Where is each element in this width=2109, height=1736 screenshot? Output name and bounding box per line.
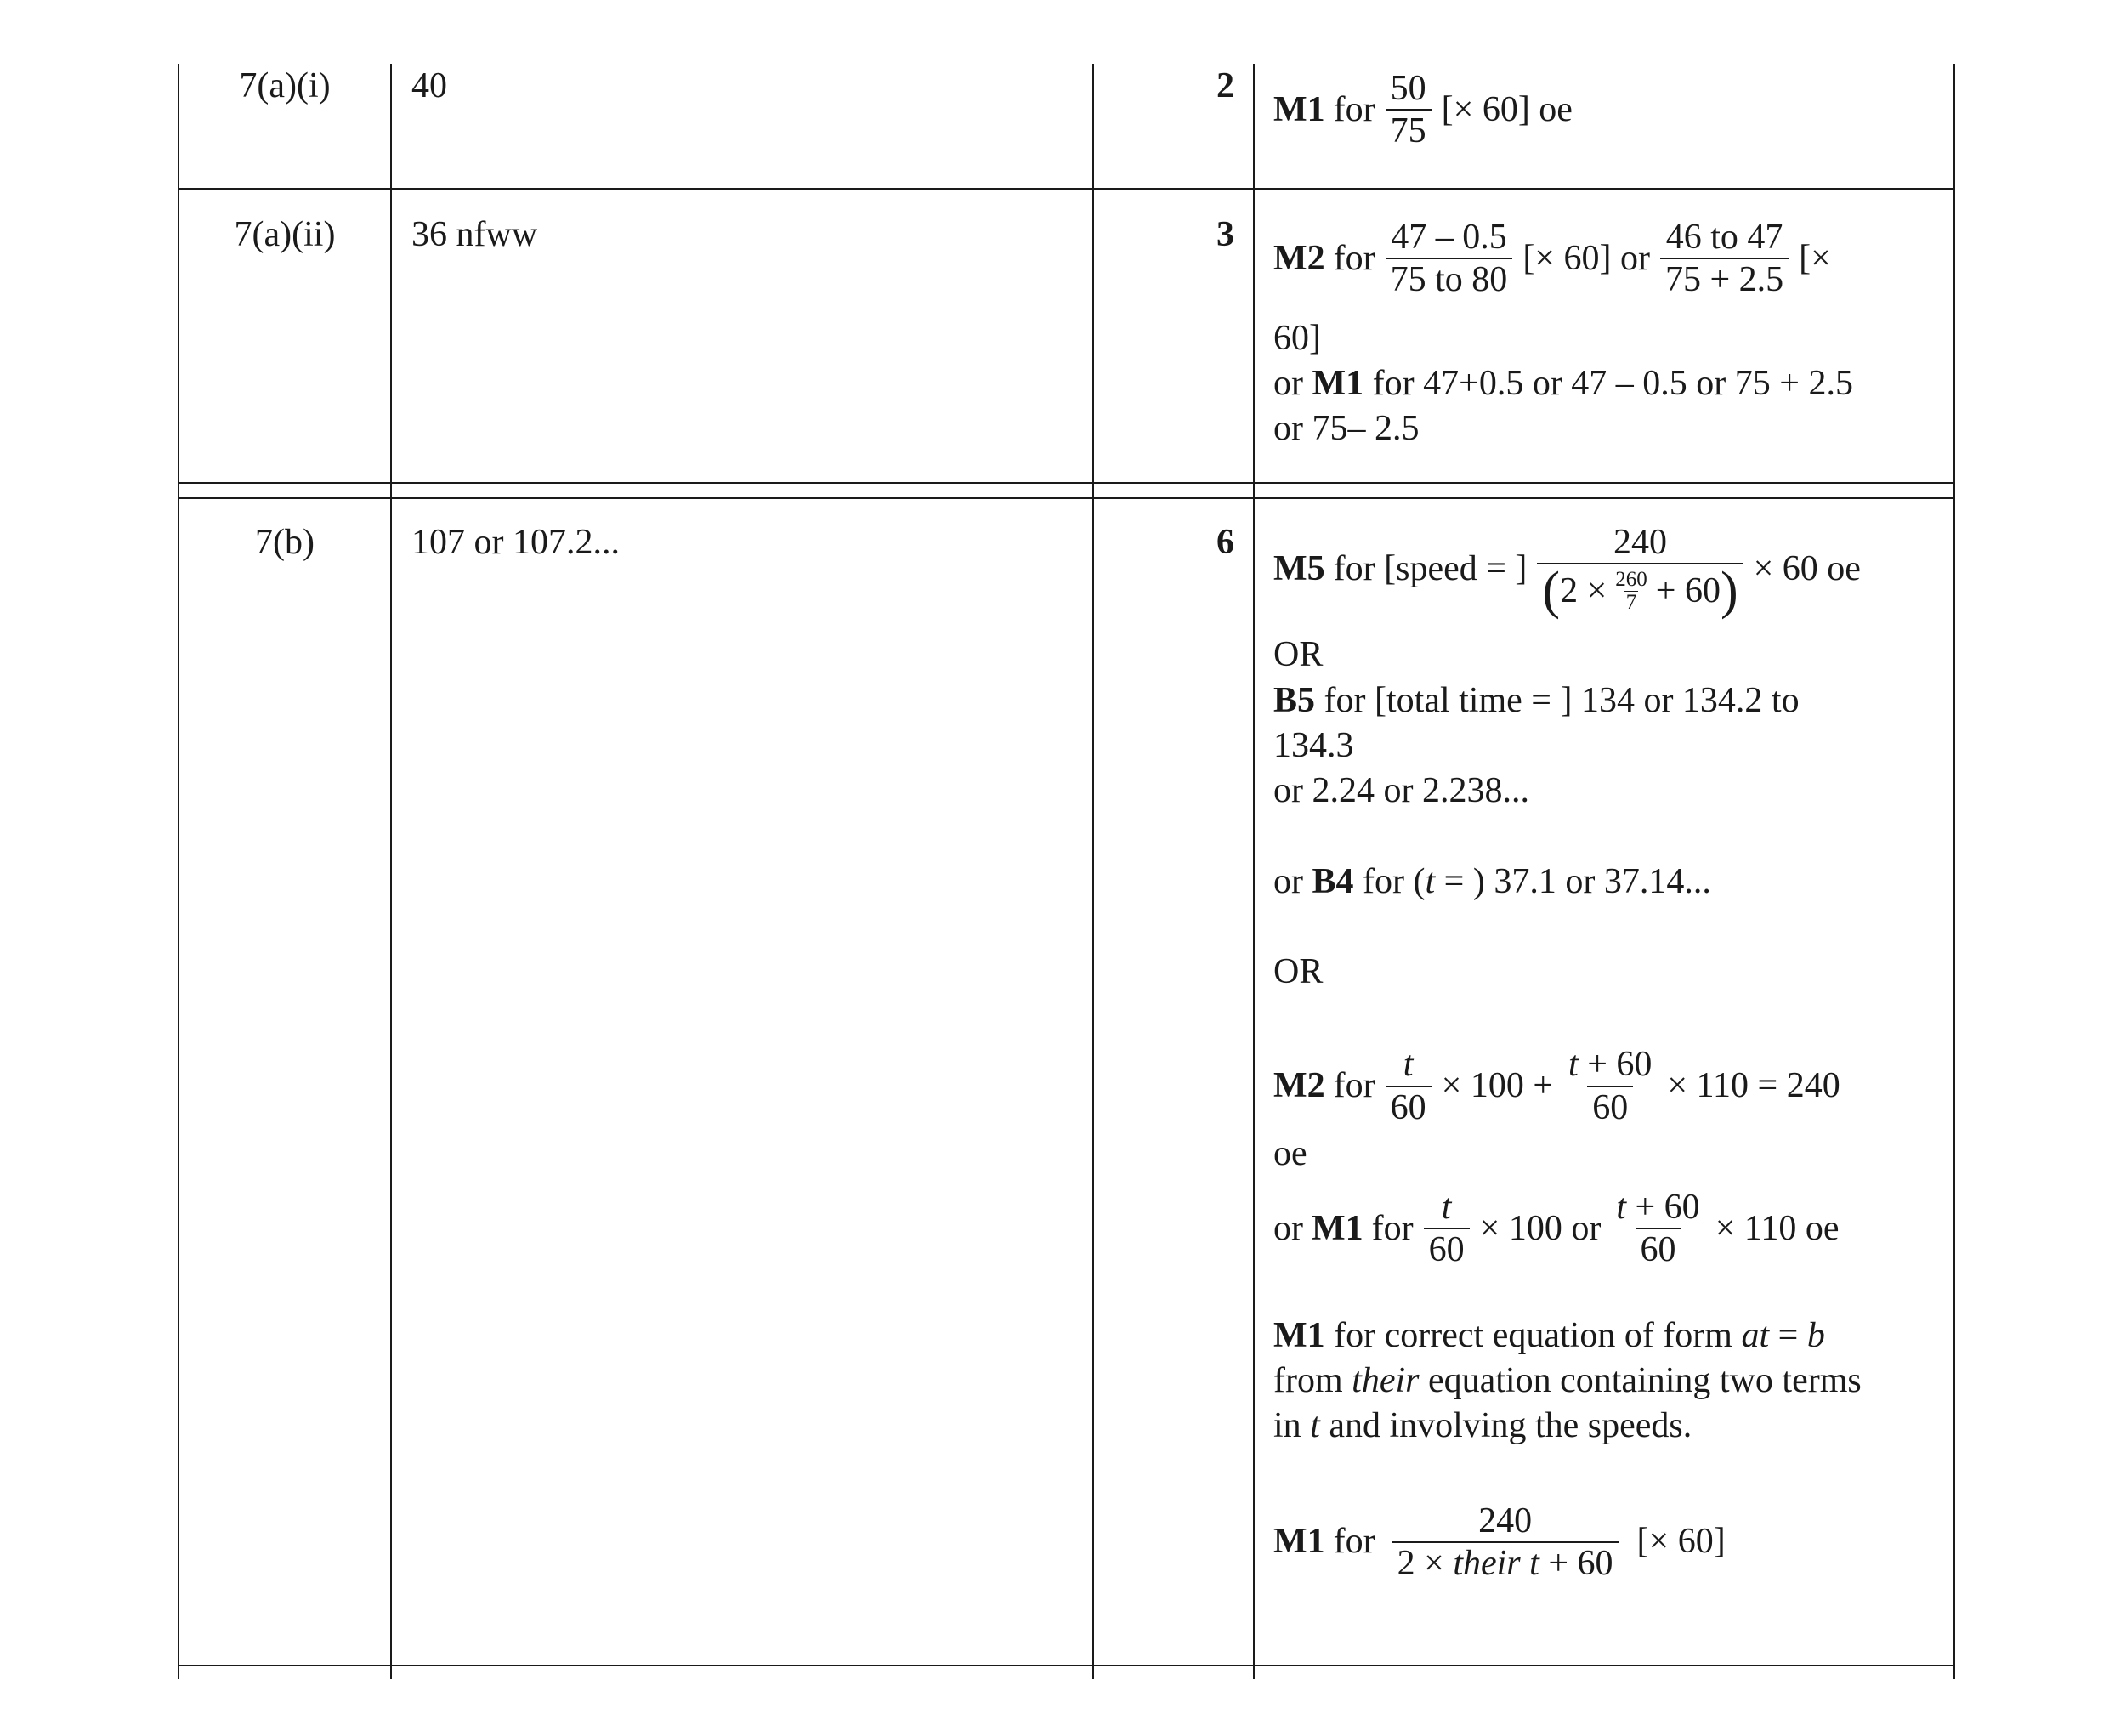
text: [× <box>1799 238 1831 278</box>
guidance-paragraph-m1b <box>1273 1313 1945 1450</box>
denominator: 60 <box>1424 1228 1470 1270</box>
text: for [total time = ] 134 or 134.2 to <box>1324 680 1800 720</box>
text: [× 60] or <box>1522 238 1650 278</box>
text: for <box>1333 1522 1375 1562</box>
mark-label: M5 <box>1273 549 1325 589</box>
mark-label: M1 <box>1273 1315 1325 1355</box>
numerator: 50 <box>1390 69 1426 108</box>
mark-label: M2 <box>1273 1065 1325 1105</box>
row-separator-2a <box>178 482 1955 484</box>
mark-label: M2 <box>1273 238 1325 278</box>
text: equation containing two terms <box>1419 1361 1862 1401</box>
text: for <box>1333 238 1375 278</box>
left-paren: ( <box>1542 562 1561 621</box>
text: or <box>1273 363 1303 403</box>
denominator: 75 to 80 <box>1386 258 1513 300</box>
row-separator-3 <box>178 1665 1955 1666</box>
guidance-line-b4 <box>1273 859 1945 905</box>
variable: b <box>1806 1315 1825 1355</box>
mark-label: B4 <box>1312 861 1354 901</box>
text: oe <box>1273 1133 1307 1173</box>
guidance-line-b5 <box>1273 678 1945 723</box>
numerator: 260 <box>1615 567 1647 591</box>
numerator <box>1611 1187 1704 1228</box>
variable: t <box>1568 1045 1579 1085</box>
guidance-7aii <box>1273 217 1853 452</box>
denominator <box>1392 1541 1619 1584</box>
guidance-line-m1c <box>1273 1501 1945 1585</box>
denominator <box>1537 562 1743 621</box>
text: + 60 <box>1655 571 1721 611</box>
column-divider-1 <box>390 64 392 1679</box>
mark-label: B5 <box>1273 680 1316 720</box>
variable: at <box>1741 1315 1770 1355</box>
fraction <box>1386 217 1513 301</box>
table-border-left <box>178 64 179 1679</box>
fraction <box>1386 1044 1432 1128</box>
text: in <box>1273 1406 1311 1446</box>
text: for <box>1371 1208 1414 1248</box>
guidance-line <box>1273 1313 1945 1359</box>
answer: 36 nfww <box>411 215 538 254</box>
guidance-7b <box>1273 522 1945 1584</box>
text: × 110 oe <box>1715 1208 1840 1248</box>
guidance-line <box>1273 217 1853 301</box>
mark-label: M1 <box>1273 89 1325 129</box>
text: 134.3 <box>1273 725 1354 765</box>
text: 2 × <box>1397 1544 1454 1584</box>
text: 60] <box>1273 318 1321 358</box>
numerator: 46 to 47 <box>1665 218 1783 257</box>
text: × 100 or <box>1479 1208 1602 1248</box>
text: for 47+0.5 or 47 – 0.5 or 75 + 2.5 <box>1372 363 1853 403</box>
numerator: t <box>1441 1188 1452 1228</box>
text: for correct equation of form <box>1334 1315 1742 1355</box>
text: OR <box>1273 951 1324 991</box>
row-separator-2b <box>178 497 1955 499</box>
guidance-line <box>1273 1359 1945 1404</box>
mark-label: M1 <box>1312 1208 1363 1248</box>
mark-label: M1 <box>1273 1522 1325 1562</box>
fraction <box>1386 68 1432 152</box>
variable: t <box>1425 861 1436 901</box>
table-border-right <box>1953 64 1955 1679</box>
answer: 40 <box>411 66 447 105</box>
question-number: 7(a)(i) <box>239 66 331 105</box>
denominator: 7 <box>1625 590 1637 614</box>
text: × 110 = 240 <box>1667 1065 1840 1105</box>
column-divider-2 <box>1092 64 1094 1679</box>
numerator: 47 – 0.5 <box>1391 218 1507 257</box>
numerator: 240 <box>1478 1501 1533 1540</box>
text: or 75– 2.5 <box>1273 409 1420 449</box>
fraction <box>1563 1044 1657 1128</box>
denominator: 60 <box>1386 1086 1432 1128</box>
denominator: 75 + 2.5 <box>1660 258 1789 300</box>
marks: 2 <box>1216 66 1234 105</box>
answer: 107 or 107.2... <box>411 523 620 562</box>
emphasis: their <box>1352 1361 1420 1401</box>
numerator <box>1563 1044 1657 1085</box>
text: for ( <box>1363 861 1426 901</box>
column-divider-3 <box>1253 64 1255 1679</box>
denominator: 60 <box>1587 1086 1633 1128</box>
text: or 2.24 or 2.238... <box>1273 771 1529 811</box>
guidance-line-m2 <box>1273 1044 1945 1128</box>
row-separator-1 <box>178 188 1955 190</box>
fraction <box>1660 217 1789 301</box>
small-fraction <box>1610 569 1653 615</box>
text: and involving the speeds. <box>1319 1406 1692 1446</box>
emphasis: their <box>1453 1544 1521 1584</box>
denominator: 75 <box>1386 109 1432 151</box>
text: + 60 <box>1539 1544 1613 1584</box>
variable: t <box>1310 1406 1320 1446</box>
fraction <box>1611 1187 1704 1271</box>
marks: 6 <box>1216 523 1234 562</box>
variable: t <box>1520 1544 1539 1584</box>
text: = ) 37.1 or 37.14... <box>1435 861 1711 901</box>
fraction <box>1424 1187 1470 1271</box>
text: × 100 + <box>1441 1065 1554 1105</box>
text: [× 60] oe <box>1441 89 1573 129</box>
text: or <box>1273 861 1303 901</box>
guidance-line <box>1273 68 1573 152</box>
numerator: 240 <box>1613 523 1668 562</box>
text: from <box>1273 1361 1352 1401</box>
fraction <box>1537 522 1743 621</box>
text: [× 60] <box>1636 1522 1726 1562</box>
guidance-line-m5 <box>1273 522 1945 621</box>
fraction <box>1392 1501 1619 1585</box>
denominator: 60 <box>1636 1228 1681 1270</box>
guidance-line <box>1273 361 1853 406</box>
mark-label: M1 <box>1312 363 1364 403</box>
text: for <box>1333 89 1375 129</box>
text: for <box>1333 1065 1375 1105</box>
marks: 3 <box>1216 215 1234 254</box>
text: or <box>1273 1208 1303 1248</box>
question-number: 7(a)(ii) <box>234 215 336 254</box>
variable: t <box>1616 1188 1626 1228</box>
text: + 60 <box>1626 1188 1700 1228</box>
guidance-7ai <box>1273 68 1573 152</box>
text: × 60 oe <box>1753 549 1861 589</box>
guidance-line-m1a <box>1273 1187 1945 1271</box>
text: OR <box>1273 635 1324 675</box>
text: 2 × <box>1560 571 1607 611</box>
text: + 60 <box>1578 1045 1653 1085</box>
text: = <box>1769 1315 1807 1355</box>
right-paren: ) <box>1720 562 1738 621</box>
text: for [speed = ] <box>1333 549 1528 589</box>
guidance-line <box>1273 1404 1945 1449</box>
question-number: 7(b) <box>255 523 315 562</box>
numerator: t <box>1403 1045 1414 1085</box>
